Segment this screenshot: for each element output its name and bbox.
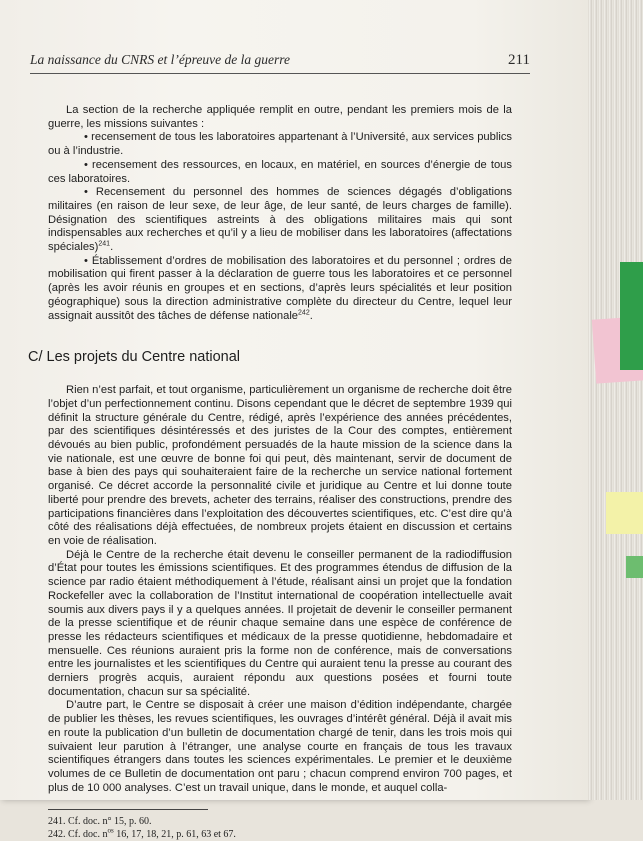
section-heading: C/ Les projets du Centre national — [28, 349, 240, 366]
footnote-sup: os — [107, 826, 114, 835]
bullet-end: . — [309, 309, 313, 322]
bullet-item — [48, 186, 512, 255]
footnote-ref: 242 — [298, 308, 310, 316]
bullet-text: recensement des ressources, en locaux, en matériel, en sources d’énergie de tous ces laboratoires. — [48, 158, 512, 185]
footnote-number: 242. — [48, 828, 66, 840]
body-paragraph: Déjà le Centre de la recherche était devenu le conseiller permanent de la radiodiffusion d’État pour toutes les émissions scientifiques. Et des programmes étendus de diffusion de la science par radio étaient méthodiquement à l’étude, réalisant ainsi un projet que la fondation Rockefeller avec la collaboration de l’Institut international de coopération intellectuelle avait soumis aux divers pays il y a quelques années. Il projetait de devenir le conseiller permanent de la presse scientifique et de réunir chaque semaine dans une espèce de conférence de presse les rédacteurs scientifiques et médicaux de la presse quotidienne, hebdomadaire et mensuelle. Ces réunions auraient pris la forme non de conférence, mais de conversations entre les journalistes et les scientifiques du Centre qui auraient tenu la presse au courant des derniers progrès acquis, auraient répondu aux questions posées et fourni toute documentation, chacun sur sa spécialité. — [48, 548, 512, 698]
green-sticky-tab — [620, 262, 643, 370]
header-rule — [30, 73, 530, 74]
running-header — [30, 52, 530, 70]
bullet-text: Recensement du personnel des hommes de sciences dégagés d’obligations militaires (en raison de leur sexe, de leur âge, de leur santé, de leurs charges de famille). Désignation des scientifiques astreints à des obligations militaires mais qui sont indispensables aux recherches et qu’il y a lieu de mobiliser dans les laboratoires (affectations spéciales) — [48, 186, 512, 254]
intro-paragraph: La section de la recherche appliquée remplit en outre, pendant les premiers mois de la guerre, les missions suivantes : — [48, 104, 512, 130]
page-number: 211 — [508, 52, 530, 68]
running-title: La naissance du CNRS et l’épreuve de la guerre — [30, 52, 290, 67]
body-paragraph: D’autre part, le Centre se disposait à créer une maison d’édition indépendante, chargée de publier les thèses, les revues scientifiques, les ouvrages d’intérêt général. Déjà il avait mis en route la publication d’un bulletin de documentation chargé de tenir, dans les trois mois qui suivaient leur parution à l’étranger, une analyse courte en français de tous les travaux scientifiques étrangers dans toutes les sciences expérimentales. Le premier et le deuxième volumes de ce Bulletin de documentation ont paru ; chacun comprend environ 700 pages, et plus de 10 000 analyses. C’est un travail unique, dans le monde, et auquel colla- — [48, 699, 512, 794]
bullet-text: Établissement d’ordres de mobilisation des laboratoires et du personnel ; ordres de mobilisation qui firent passer à la déclaration de guerre tous les laboratoires et ce personnel (après les avoir réunis en groupes et en sections, d’après leurs spécialités et leur position géographique) sous la direction administrative complète du directeur du Centre, lequel leur assignait aussitôt des tâches de défense nationale — [48, 254, 512, 322]
body-paragraph: Rien n’est parfait, et tout organisme, particulièrement un organisme de recherche doit être l’objet d’un perfectionnement continu. Disons cependant que le décret de septembre 1939 qui définit la structure générale du Centre, rédigé, après l’expérience des années précédentes, par des scientifiques désintéressés et des juristes de la Cour des comptes, entièrement dévoués au bien public, profondément persuadés de la haute mission de la science dans la vie nationale, est une œuvre de bonne foi qui peut, dès maintenant, servir de document de base à bien des pays qui souhaiteraient faire de la recherche un service national fortement organisé. Ce décret accorde la personnalité civile et juridique au Centre et lui donne toute liberté pour prendre des brevets, acheter des terrains, réaliser des constructions, prendre des participations financières dans l’exploitation des découvertes scientifiques, etc. C’est dire qu’à côté des réalisations déjà effectuées, de nombreux projets étaient en discussion et certains en voie de réalisation. — [48, 384, 512, 547]
bullet-icon: • — [84, 186, 88, 199]
footnote-text-rest: 16, 17, 18, 21, p. 61, 63 et 67. — [113, 828, 236, 840]
footnotes — [48, 816, 512, 841]
footnote — [48, 826, 512, 841]
footnote — [48, 816, 512, 829]
page-edge-stack — [588, 0, 643, 800]
footnote-number: 241. — [48, 816, 66, 828]
bullet-end: . — [110, 241, 114, 254]
footnote-ref: 241 — [98, 240, 111, 248]
page-body — [28, 104, 513, 841]
bullet-icon: • — [84, 131, 88, 144]
light-green-sticky-tab — [626, 556, 643, 578]
bullet-text: recensement de tous les laboratoires appartenant à l’Université, aux services publics ou à l’industrie. — [48, 131, 513, 158]
bullet-icon: • — [84, 158, 88, 171]
footnote-text: Cf. doc. n° 15, p. 60. — [68, 816, 152, 828]
footnote-text: Cf. doc. n — [68, 828, 108, 840]
bullet-item — [48, 159, 512, 186]
yellow-sticky-tab — [606, 492, 643, 534]
bullet-icon: • — [84, 254, 88, 267]
bullet-item — [48, 131, 512, 158]
bullet-item — [48, 255, 512, 324]
footnote-rule — [48, 809, 208, 810]
